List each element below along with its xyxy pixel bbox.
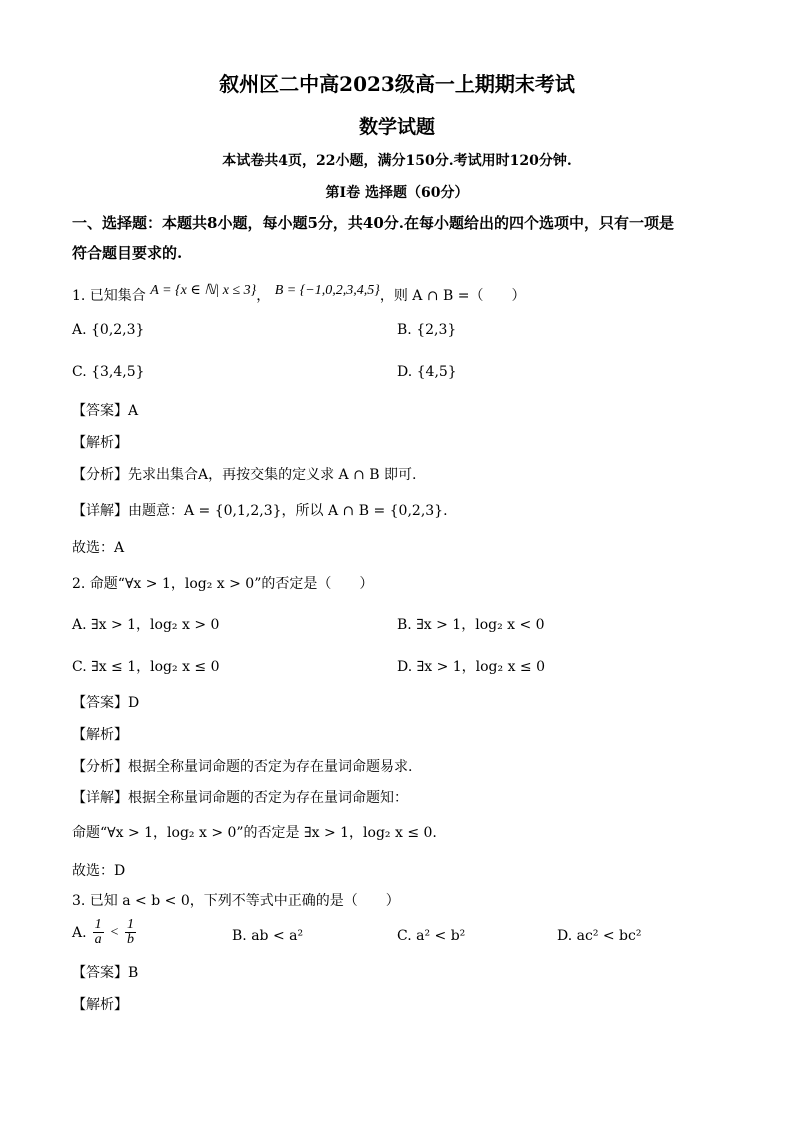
q2-conclusion: 命题“∀x > 1，log₂ x > 0”的否定是 ∃x > 1，log₂ x ≤ 0. <box>72 825 437 841</box>
question-1-comma: ， <box>256 288 271 304</box>
fraction-denominator: b <box>127 932 135 947</box>
q3-option-c: C. a² < b² <box>397 928 466 944</box>
q2-analysis-tag: 【解析】 <box>72 727 128 743</box>
q3-option-a-label: A. <box>72 924 87 941</box>
question-2-stem: 2. 命题“∀x > 1，log₂ x > 0”的否定是（ ） <box>72 576 374 592</box>
q3-answer: 【答案】B <box>72 965 139 981</box>
exam-instructions: 本试卷共4页，22小题，满分150分.考试用时120分钟. <box>222 153 572 169</box>
part-heading: 第I卷 选择题（60分） <box>325 185 469 201</box>
q2-fenxi: 【分析】根据全称量词命题的否定为存在量词命题易求. <box>72 759 413 775</box>
q2-choice: 故选：D <box>72 863 126 879</box>
set-b: B = {−1,0,2,3,4,5} <box>274 283 380 298</box>
q1-option-a: A. {0,2,3} <box>72 322 145 338</box>
q2-option-d: D. ∃x > 1，log₂ x ≤ 0 <box>397 659 546 675</box>
q1-answer: 【答案】A <box>72 403 139 419</box>
fraction-1-over-a <box>93 918 104 947</box>
question-1-stem <box>72 285 526 305</box>
less-than-sign: < <box>109 924 120 940</box>
q2-answer: 【答案】D <box>72 695 140 711</box>
q3-option-d: D. ac² < bc² <box>557 928 642 944</box>
q1-option-b: B. {2,3} <box>397 322 457 338</box>
set-a: A = {x ∈ ℕ| x ≤ 3} <box>150 283 257 298</box>
exam-subject: 数学试题 <box>358 116 435 138</box>
question-3-stem: 3. 已知 a < b < 0，下列不等式中正确的是（ ） <box>72 893 400 909</box>
q3-option-a <box>72 918 136 947</box>
fraction-denominator: a <box>94 932 102 947</box>
q1-choice: 故选：A <box>72 540 125 556</box>
q2-option-b: B. ∃x > 1，log₂ x < 0 <box>397 617 545 633</box>
fraction-numerator: 1 <box>127 917 135 932</box>
q1-option-d: D. {4,5} <box>397 364 457 380</box>
q3-analysis-tag: 【解析】 <box>72 997 128 1013</box>
section-heading-line1: 一、选择题：本题共8小题，每小题5分，共40分.在每小题给出的四个选项中，只有一项是 <box>72 214 674 232</box>
q2-xiangjie: 【详解】根据全称量词命题的否定为存在量词命题知： <box>72 790 408 806</box>
section-heading-line2: 符合题目要求的. <box>72 244 183 262</box>
fraction-numerator: 1 <box>94 917 102 932</box>
q1-fenxi: 【分析】先求出集合A，再按交集的定义求 A ∩ B 即可. <box>72 467 417 483</box>
q3-option-b: B. ab < a² <box>232 928 304 944</box>
q2-option-a: A. ∃x > 1，log₂ x > 0 <box>72 617 220 633</box>
q1-analysis-tag: 【解析】 <box>72 435 128 451</box>
fraction-1-over-b <box>125 918 136 947</box>
question-1-prefix: 1. 已知集合 <box>72 288 146 304</box>
question-1-suffix: ，则 A ∩ B =（ ） <box>379 288 526 304</box>
exam-title: 叙州区二中高2023级高一上期期末考试 <box>219 72 575 96</box>
q1-xiangjie: 【详解】由题意：A = {0,1,2,3}，所以 A ∩ B = {0,2,3}. <box>72 503 448 519</box>
q2-option-c: C. ∃x ≤ 1，log₂ x ≤ 0 <box>72 659 220 675</box>
q1-option-c: C. {3,4,5} <box>72 364 145 380</box>
